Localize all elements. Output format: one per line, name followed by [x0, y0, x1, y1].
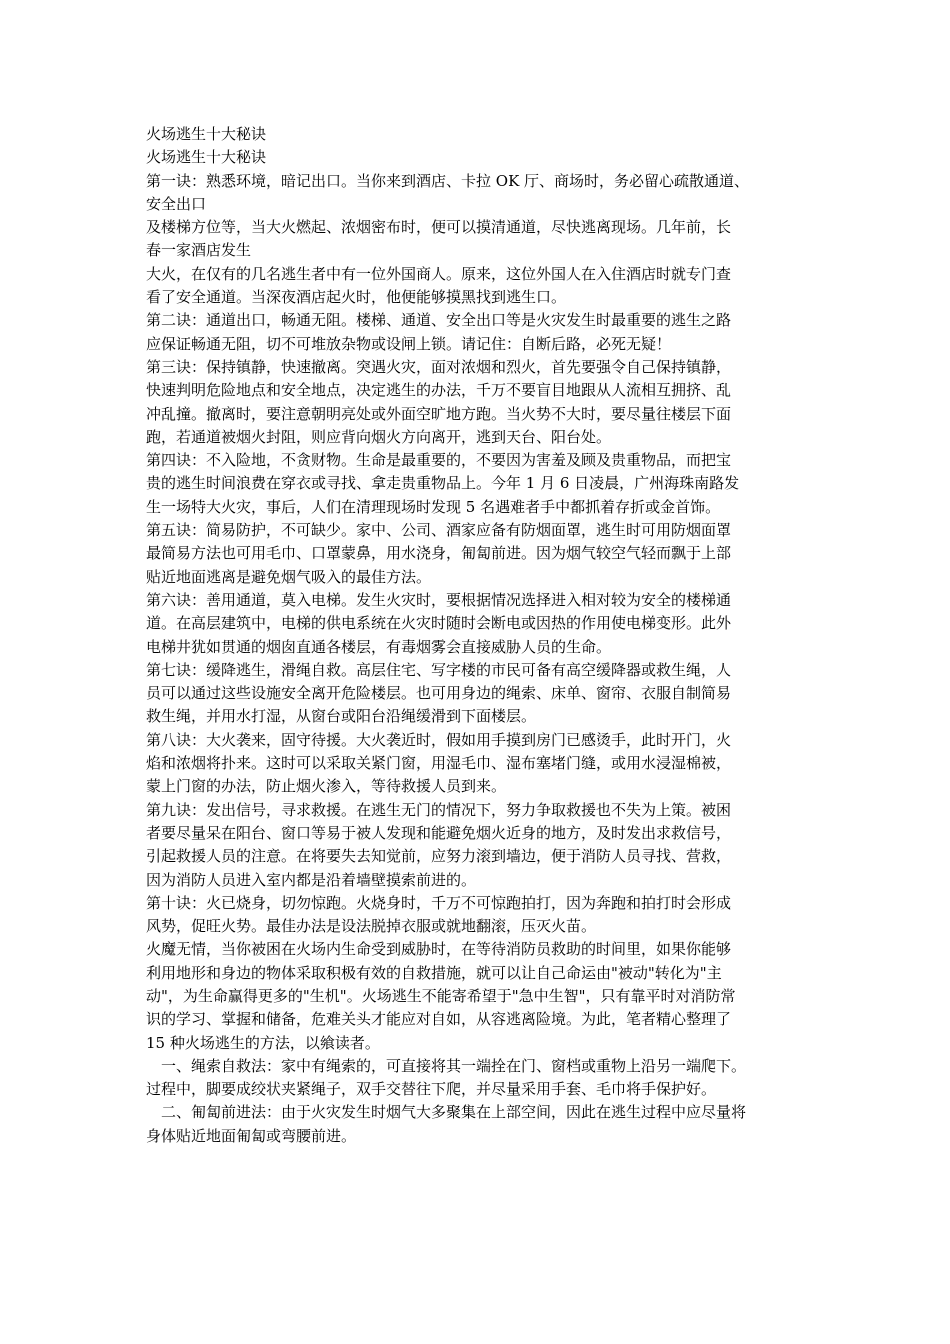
text-line: 冲乱撞。撤离时，要注意朝明亮处或外面空旷地方跑。当火势不大时，要尽量往楼层下面	[146, 404, 732, 423]
text-line: 者要尽量呆在阳台、窗口等易于被人发现和能避免烟火近身的地方，及时发出求救信号，	[146, 823, 732, 842]
text-line: 春一家酒店发生	[146, 241, 252, 260]
text-line: 看了安全通道。当深夜酒店起火时，他便能够摸黑找到逃生口。	[146, 288, 567, 307]
text-line: 第十诀：火已烧身，切勿惊跑。火烧身时，千万不可惊跑拍打，因为奔跑和拍打时会形成	[146, 893, 732, 912]
text-line: 第九诀：发出信号，寻求救援。在逃生无门的情况下，努力争取救援也不失为上策。被困	[146, 800, 732, 819]
text-line: 第五诀：简易防护，不可缺少。家中、公司、酒家应备有防烟面罩，逃生时可用防烟面罩	[146, 521, 732, 540]
text-line: 风势，促旺火势。最佳办法是设法脱掉衣服或就地翻滚，压灭火苗。	[146, 917, 597, 936]
text-line: 15 种火场逃生的方法，以飨读者。	[146, 1033, 380, 1052]
document-title-line: 火场逃生十大秘诀	[146, 148, 267, 167]
text-line: 电梯井犹如贯通的烟囱直通各楼层，有毒烟雾会直接威胁人员的生命。	[146, 637, 612, 656]
text-line: 员可以通过这些设施安全离开危险楼层。也可用身边的绳索、床单、窗帘、衣服自制简易	[146, 684, 732, 703]
text-line: 火魔无情，当你被困在火场内生命受到威胁时，在等待消防员救助的时间里，如果你能够	[146, 940, 732, 959]
text-line: 应保证畅通无阻，切不可堆放杂物或设闸上锁。请记住：自断后路，必死无疑！	[146, 334, 672, 353]
text-line: 第一诀：熟悉环境，暗记出口。当你来到酒店、卡拉 OK 厅、商场时，务必留心疏散通道、	[146, 171, 750, 190]
text-line: 因为消防人员进入室内都是沿着墙壁摸索前进的。	[146, 870, 477, 889]
document-title-line: 火场逃生十大秘诀	[146, 125, 267, 143]
text-line: 第二诀：通道出口，畅通无阻。楼梯、通道、安全出口等是火灾发生时最重要的逃生之路	[146, 311, 732, 330]
text-line: 焰和浓烟将扑来。这时可以采取关紧门窗，用湿毛巾、湿布塞堵门缝，或用水浸湿棉被，	[146, 754, 732, 773]
text-line: 第六诀：善用通道，莫入电梯。发生火灾时，要根据情况选择进入相对较为安全的楼梯通	[146, 590, 732, 609]
text-line: 道。在高层建筑中，电梯的供电系统在火灾时随时会断电或因热的作用使电梯变形。此外	[146, 614, 732, 633]
document-body	[146, 123, 818, 1148]
text-line: 快速判明危险地点和安全地点，决定逃生的办法，千万不要盲目地跟从人流相互拥挤、乱	[146, 381, 732, 400]
text-line: 蒙上门窗的办法，防止烟火渗入，等待救援人员到来。	[146, 777, 507, 796]
text-line: 第三诀：保持镇静，快速撤离。突遇火灾，面对浓烟和烈火，首先要强令自己保持镇静，	[146, 357, 732, 376]
text-line: 跑，若通道被烟火封阻，则应背向烟火方向离开，逃到天台、阳台处。	[146, 427, 612, 446]
text-line: 大火，在仅有的几名逃生者中有一位外国商人。原来，这位外国人在入住酒店时就专门查	[146, 264, 732, 283]
text-line: 第四诀：不入险地，不贪财物。生命是最重要的，不要因为害羞及顾及贵重物品，而把宝	[146, 451, 732, 470]
text-line: 贴近地面逃离是避免烟气吸入的最佳方法。	[146, 567, 432, 586]
text-line: 一、绳索自救法：家中有绳索的，可直接将其一端拴在门、窗档或重物上沿另一端爬下。	[146, 1056, 747, 1075]
text-line: 及楼梯方位等，当大火燃起、浓烟密布时，便可以摸清通道，尽快逃离现场。几年前，长	[146, 218, 732, 237]
text-line: 第七诀：缓降逃生，滑绳自救。高层住宅、写字楼的市民可备有高空缓降器或救生绳，人	[146, 660, 732, 679]
text-line: 最简易方法也可用毛巾、口罩蒙鼻，用水浇身，匍匐前进。因为烟气较空气轻而飘于上部	[146, 544, 732, 563]
text-line: 动"，为生命赢得更多的"生机"。火场逃生不能寄希望于"急中生智"，只有靠平时对消防常	[146, 986, 736, 1005]
text-line: 利用地形和身边的物体采取积极有效的自救措施，就可以让自己命运由"被动"转化为"主	[146, 963, 722, 982]
text-line: 第八诀：大火袭来，固守待援。大火袭近时，假如用手摸到房门已感烫手，此时开门，火	[146, 730, 732, 749]
text-line: 识的学习、掌握和储备，危难关头才能应对自如，从容逃离险境。为此，笔者精心整理了	[146, 1010, 732, 1029]
text-line: 生一场特大火灾，事后，人们在清理现场时发现 5 名遇难者手中都抓着存折或金首饰。	[146, 497, 721, 516]
text-line: 贵的逃生时间浪费在穿衣或寻找、拿走贵重物品上。今年 1 月 6 日凌晨，广州海珠南路发	[146, 474, 740, 493]
text-line: 安全出口	[146, 194, 207, 213]
text-line: 身体贴近地面匍匐或弯腰前进。	[146, 1126, 357, 1145]
text-line: 过程中，脚要成绞状夹紧绳子，双手交替往下爬，并尽量采用手套、毛巾将手保护好。	[146, 1080, 717, 1099]
text-line: 二、匍匐前进法：由于火灾发生时烟气大多聚集在上部空间，因此在逃生过程中应尽量将	[146, 1103, 747, 1122]
text-line: 救生绳，并用水打湿，从窗台或阳台沿绳缓滑到下面楼层。	[146, 707, 537, 726]
text-line: 引起救援人员的注意。在将要失去知觉前，应努力滚到墙边，便于消防人员寻找、营救，	[146, 847, 732, 866]
